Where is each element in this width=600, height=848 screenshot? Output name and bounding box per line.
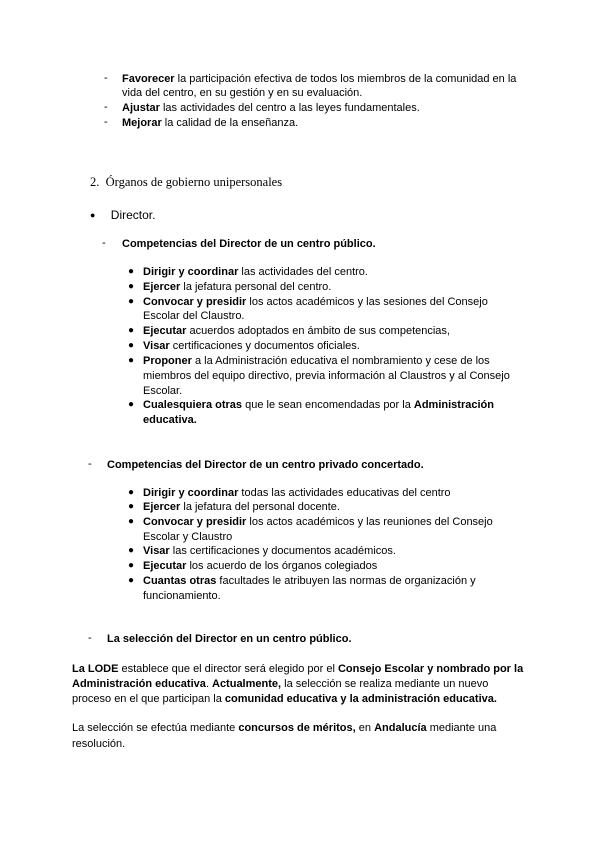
item-text: la participación efectiva de todos los miembros de la comunidad en la	[174, 73, 517, 85]
bullet-icon: ●	[128, 501, 135, 512]
paragraph-line: La selección se efectúa mediante concursos de méritos, en Andalucía mediante una	[72, 722, 497, 734]
director-item	[90, 208, 155, 224]
seleccion-heading: La selección del Director en un centro público.	[107, 633, 352, 645]
paragraph-line: resolución.	[72, 738, 126, 750]
paragraph-line: proceso en el que participan la comunidad educativa y la administración educativa.	[72, 693, 497, 705]
list-item: Ejercer la jefatura del personal docente.	[143, 501, 340, 513]
list-item-cont: Escolar y Claustro	[143, 531, 233, 543]
bullet-icon: ●	[128, 575, 135, 586]
bullet-icon: ●	[128, 545, 135, 556]
bullet-icon: ●	[128, 516, 135, 527]
item-bold: Favorecer	[122, 73, 175, 85]
section-heading	[90, 175, 282, 190]
director-label: Director.	[110, 208, 156, 222]
list-item: Cualesquiera otras que le sean encomendadas por la Administración	[143, 399, 494, 411]
dash-bullet: -	[88, 632, 92, 644]
list-item: Ejercer la jefatura personal del centro.	[143, 281, 332, 293]
dash-bullet: -	[102, 237, 106, 249]
bullet-icon: ●	[128, 399, 135, 410]
bullet-icon: ●	[90, 210, 96, 220]
paragraph-line: Administración educativa. Actualmente, la selección se realiza mediante un nuevo	[72, 678, 489, 690]
bullet-icon: ●	[128, 340, 135, 351]
list-item: Visar las certificaciones y documentos académicos.	[143, 545, 396, 557]
list-item: Dirigir y coordinar las actividades del centro.	[143, 266, 368, 278]
list-item: Proponer a la Administración educativa el nombramiento y cese de los	[143, 355, 490, 367]
privado-heading: Competencias del Director de un centro privado concertado.	[107, 459, 424, 471]
section-number: 2.	[90, 175, 100, 189]
list-item-cont: Escolar.	[143, 385, 183, 397]
list-item-cont: vida del centro, en su gestión y en su evaluación.	[122, 87, 363, 99]
list-item: Convocar y presidir los actos académicos y las sesiones del Consejo	[143, 296, 488, 308]
dash-bullet: -	[104, 72, 108, 84]
dash-bullet: -	[88, 458, 92, 470]
publico-heading: Competencias del Director de un centro público.	[122, 238, 376, 250]
paragraph-line: La LODE establece que el director será elegido por el Consejo Escolar y nombrado por la	[72, 663, 524, 675]
list-item-cont: funcionamiento.	[143, 590, 221, 602]
bullet-icon: ●	[128, 266, 135, 277]
list-item	[122, 101, 420, 116]
bullet-icon: ●	[128, 560, 135, 571]
list-item: Visar certificaciones y documentos oficiales.	[143, 340, 360, 352]
dash-bullet: -	[104, 101, 108, 113]
item-text: la calidad de la enseñanza.	[161, 117, 299, 129]
item-bold: Mejorar	[122, 117, 162, 129]
bullet-icon: ●	[128, 355, 135, 366]
list-item-cont: Escolar del Claustro.	[143, 310, 245, 322]
list-item: Ejecutar los acuerdo de los órganos colegiados	[143, 560, 378, 572]
bullet-icon: ●	[128, 281, 135, 292]
bullet-icon: ●	[128, 325, 135, 336]
list-item: Convocar y presidir los actos académicos y las reuniones del Consejo	[143, 516, 493, 528]
list-item-cont: miembros del equipo directivo, previa información al Claustros y al Consejo	[143, 370, 510, 382]
bullet-icon: ●	[128, 487, 135, 498]
bullet-icon: ●	[128, 296, 135, 307]
list-item: Dirigir y coordinar todas las actividades educativas del centro	[143, 487, 451, 499]
list-item: Cuantas otras facultades le atribuyen las normas de organización y	[143, 575, 476, 587]
section-title: Órganos de gobierno unipersonales	[105, 175, 283, 189]
list-item	[122, 72, 516, 87]
list-item-cont: educativa.	[143, 414, 197, 426]
list-item	[122, 116, 298, 131]
dash-bullet: -	[104, 116, 108, 128]
item-text: las actividades del centro a las leyes fundamentales.	[159, 102, 420, 114]
item-bold: Ajustar	[122, 102, 160, 114]
list-item: Ejecutar acuerdos adoptados en ámbito de sus competencias,	[143, 325, 450, 337]
